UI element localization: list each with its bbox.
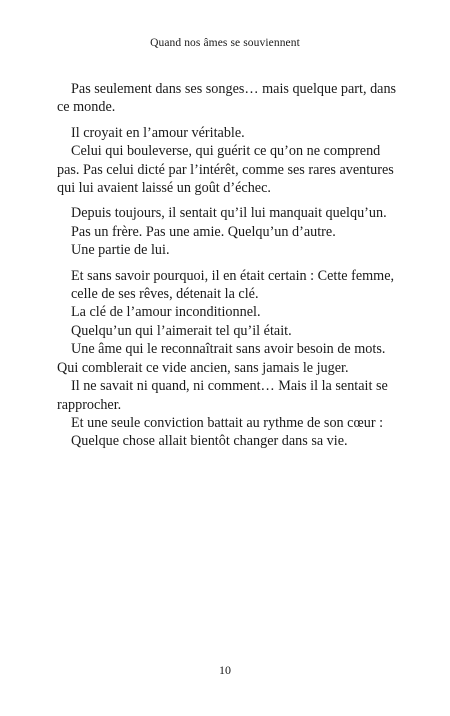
paragraph xyxy=(57,267,395,451)
text-line: Il croyait en l’amour véritable. xyxy=(71,124,245,141)
running-header: Quand nos âmes se souviennent xyxy=(150,37,300,49)
text-line: qui lui avaient laissé un goût d’échec. xyxy=(57,180,271,197)
paragraph xyxy=(57,80,395,117)
text-line: Qui comblerait ce vide ancien, sans jamais le juger. xyxy=(57,359,349,376)
text-line: Quelqu’un qui l’aimerait tel qu’il était. xyxy=(71,322,292,339)
text-line: Une partie de lui. xyxy=(71,242,170,259)
text-line: Celui qui bouleverse, qui guérit ce qu’on ne comprend xyxy=(71,143,381,160)
body-text xyxy=(57,80,395,458)
text-line: Quelque chose allait bientôt changer dans sa vie. xyxy=(71,433,348,450)
paragraph xyxy=(57,124,395,198)
text-line: Et une seule conviction battait au rythme de son cœur : xyxy=(71,414,384,431)
paragraph xyxy=(57,204,395,259)
text-line: rapprocher. xyxy=(57,396,122,413)
text-line: pas. Pas celui dicté par l’intérêt, comme ses rares aventures xyxy=(57,161,394,178)
text-line: Et sans savoir pourquoi, il en était certain : Cette femme, xyxy=(71,267,395,284)
page-number: 10 xyxy=(219,663,231,677)
text-line: Pas seulement dans ses songes… mais quelque part, dans xyxy=(71,81,397,97)
text-line: celle de ses rêves, détenait la clé. xyxy=(71,286,259,303)
text-line: Depuis toujours, il sentait qu’il lui manquait quelqu’un. xyxy=(71,205,387,222)
text-line: Il ne savait ni quand, ni comment… Mais il la sentait se xyxy=(71,378,388,395)
text-line: Pas un frère. Pas une amie. Quelqu’un d’autre. xyxy=(71,223,336,240)
text-line: La clé de l’amour inconditionnel. xyxy=(71,304,261,321)
text-line: ce monde. xyxy=(57,99,116,116)
text-line: Une âme qui le reconnaîtrait sans avoir besoin de mots. xyxy=(71,341,386,358)
